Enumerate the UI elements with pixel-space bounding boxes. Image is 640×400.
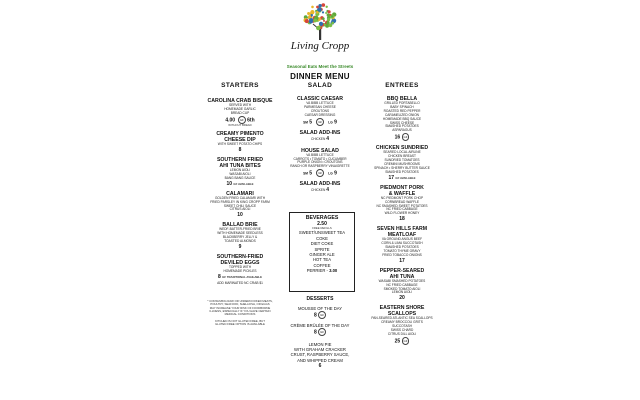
leaf-dot [323,20,325,22]
leaf-dot [325,12,327,14]
dish-deviled-eggs: SOUTHERN-FRIED DEVILED EGGS TOPPED WITH HOMEMADE PICKLES 8 GF TRADITIONAL AVAILABLE ADD MARINATED NC CRAB $1 [216,254,264,285]
leaf-dot [311,15,313,17]
leaf-dot [305,19,309,23]
salad-heading: SALAD [307,82,333,89]
gf-icon: GF [403,135,408,140]
leaf-dot [326,6,328,8]
dish-ahi-tuna: PEPPER-SEARED AHI TUNA WASABI SMASHED POTATOES NC FRIED CABBAGE SMOKED TOMATO AIOLI LEMON AIOLI 20 [378,267,426,302]
beverage-item: SPRITE [314,246,330,252]
gf-icon: GF [320,330,325,334]
starters-heading: STARTERS [221,82,259,89]
leaf-dot [318,4,321,7]
leaf-dot [309,20,313,24]
gf-icon: GF [318,171,323,176]
dish-meatloaf: SEVEN HILLS FARM MEATLOAF VA GROUND ANGUS BEEF CORN & LIMA SUCCOTASH SMASHED POTATOES TOMATO THYME GRAVY FRIED TOBACCO ONIONS 17 [376,226,428,264]
beverage-item: GINGER ALE [309,252,335,258]
dish-calamari: CALAMARI GOLDEN FRIED CALAMARI WITH FRIED PARSLEY IN KING CROPP FARM SWEET CHILI SAUCE CITRUS AIOLI 10 [210,190,270,219]
leaf-dot [311,6,314,9]
beverage-item: COKE [316,235,328,241]
dish-crab-bisque: CAROLINA CRAB BISQUE SERVED WITH HOMEMADE GARLIC BREAD CUP 4.00 GF 6th WITHOUT BREAD [207,98,273,127]
dish-tuna-bites: SOUTHERN FRIED AHI TUNA BITES LEMON AIOLI WASABI AIOLI BANG BANG SAUCE 10 GF AVAILABLE [216,157,264,187]
leaf-dot [329,14,331,16]
footnote: * CONSUMING RAW OR UNDERCOOKED MEATS, POULTRY, SEAFOOD, SHELLFISH, OR EGGS MAY INCREASE YOUR RISK OF FOODBORNE ILLNESS, ESPECIALLY IF YOU HAVE CERTAIN MEDICAL CONDITIONS [207,298,273,317]
gf-note: GF TRADITIONAL AVAILABLE [222,274,262,279]
leaf-dot [322,17,325,20]
entrees-heading: ENTREES [385,82,419,89]
leaf-dot [325,24,329,28]
dish-classic-caesar: CLASSIC CAESAR VA BIBB LETTUCE PARMESAN CHEESE CROUTONS CAESAR DRESSING SM 5 GF LG 9 [296,96,344,125]
brand-name: Living Cropp [290,40,350,52]
beverage-item: HOT TEA [313,257,331,263]
dessert-lemon-pie: LEMON PIE WITH GRAHAM CRACKER CRUST, RASPBERRY SAUCE, AND WHIPPED CREAM 6 [290,342,350,369]
dish-bbq-bella: BBQ BELLA GRILLED PORTABELLO BABY SPINACH ROASTED RED PEPPER CARAMELIZED ONION HOMEMADE BBQ SAUCE SWISS CHEESE SMASHED POTATOES ASPARAGUS 16 GF [382,96,422,141]
dessert-creme-brulee: CRÈME BRÛLÉE OF THE DAY 8 GF [290,323,350,336]
leaf-dot [328,10,331,13]
tree-logo-icon [300,2,340,42]
leaf-dot [331,15,333,17]
dessert-mousse: MOUSSE OF THE DAY 8 GF [297,306,343,319]
leaf-dot [327,18,330,21]
dish-ballad-brie: BALLAD BRIE WEDF-BATTER-FRIED BRIE WITH HOMEMADE SEEDLESS BLACKBERRY JELLY & TOASTED ALMONDS 9 [217,222,263,250]
entrees-column [352,82,452,345]
gluten-note: KITCHEN IS NOT GLUTEN FREE, BUT GLUTEN FREE OPTION IS AVAILABLE [215,318,265,327]
leaf-dot [329,23,333,27]
beverages-price: 2.50 [317,221,327,227]
gf-icon: GF [318,119,323,124]
dish-chicken-sundried: CHICKEN SUNDRIED SEARED LOCAL AIRLINE CHICKEN BREAST SUNDRIED TOMATOES CREMINI MUSHROOMS SPINACH • SHERRY BUTTER SAUCE SMASHED POTATOES 17 GF AVAILABLE [374,145,430,181]
menu-title: DINNER MENU [290,72,350,81]
leaf-dot [326,21,329,24]
desserts-heading: DESSERTS [306,296,334,302]
leaf-dot [316,11,319,14]
beverages-box: BEVERAGES 2.50 FREE REFILLS SWEET/UNSWEET TEA COKE DIET COKE SPRITE GINGER ALE HOT TEA COFFEE PERRIER - 3.00 [289,212,355,292]
leaf-dot [319,22,323,26]
salad-addins-1: SALAD ADD-INS CHICKEN 4 [299,129,341,142]
beverages-title: BEVERAGES [305,215,339,221]
leaf-dot [316,26,320,30]
leaf-dot [331,22,334,25]
beverage-item: DIET COKE [310,241,334,247]
tagline: Seasonal Eats Meet the Streets [286,64,354,69]
salad-addins-2: SALAD ADD-INS CHICKEN 4 [299,181,341,194]
dish-pimento-dip: CREAMY PIMENTO CHEESE DIP WITH SWEET POTATO CHIPS 8 [216,131,264,154]
leaf-dot [322,3,326,7]
beverage-item: COFFEE [313,262,331,268]
dish-piedmont-pork: PIEDMONT PORK & WAFFLE NC PIEDMONT PORK CHOP CORNBREAD WAFFLE NC SMASHED SWEET POTATOES NC FRIED CABBAGE WILD FLOWER HONEY 18 [376,184,428,223]
dish-house-salad: HOUSE SALAD VA BIBB LETTUCE CARROTS • TOMATO • CUCUMBER PURPLE ONION • CROUTONS RANCH OR RASPBERRY VINAIGRETTE SM 5 GF LG 9 [290,147,350,177]
gf-icon: GF [320,313,325,317]
beverage-item: SWEET/UNSWEET TEA [298,230,346,236]
leaf-dot [310,10,314,14]
leaf-dot [313,19,317,23]
gf-note: GF AVAILABLE [233,181,254,186]
leaf-dot [322,11,324,13]
price: 4.00 [225,117,236,124]
gf-icon: GF [403,338,408,343]
perrier-row: PERRIER - 3.00 [306,268,338,274]
leaf-dot [307,12,310,15]
dish-scallops: EASTERN SHORE SCALLOPS PAN-SEARED ATLANTIC SEA SCALLOPS CREAMY BROCCOLI GRITS SUCCOTASH SWISS CHARD CITRUS DILL AIOLI 25 GF [371,305,433,345]
gf-icon: GF [239,117,244,122]
